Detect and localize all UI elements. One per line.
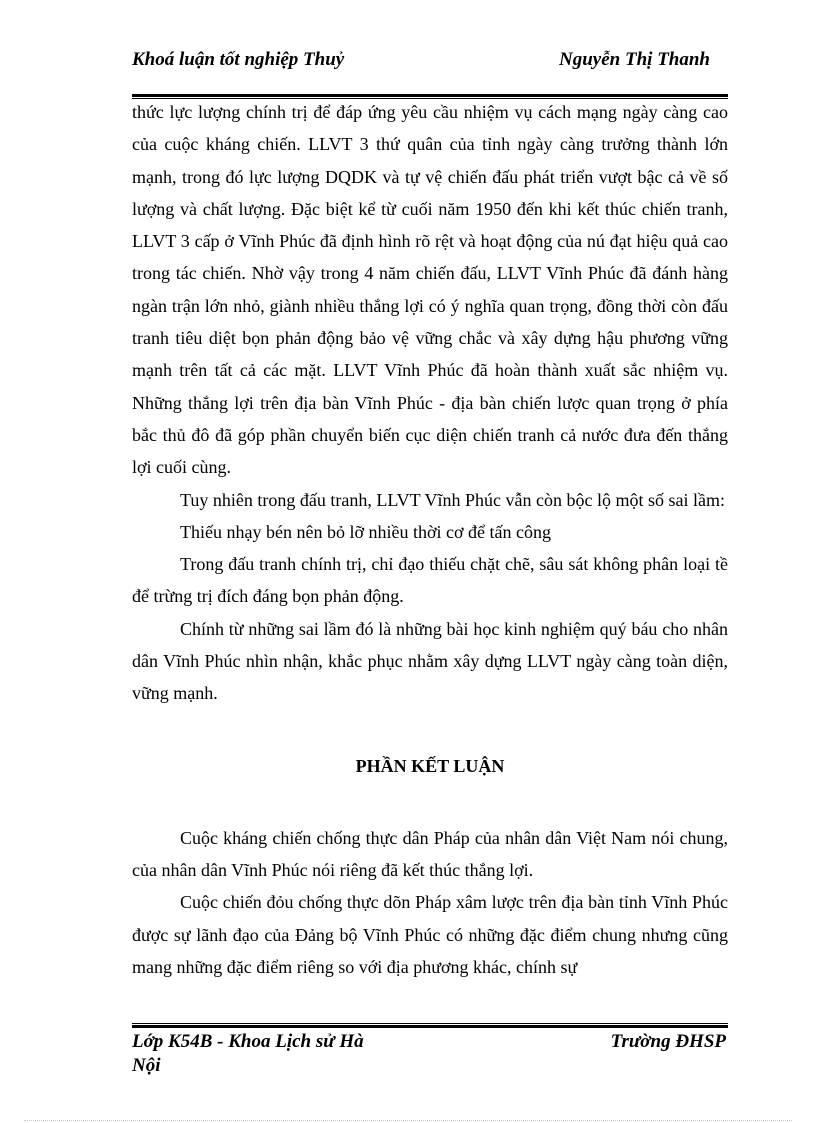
body-paragraph: Thiếu nhạy bén nên bỏ lỡ nhiều thời cơ để tấn công	[180, 521, 551, 542]
header-author-name: Nguyễn Thị Thanh	[559, 49, 710, 70]
page-header	[132, 48, 728, 96]
footer-divider	[132, 1023, 728, 1028]
section-heading: PHẦN KẾT LUẬN	[355, 755, 505, 776]
document-body	[132, 96, 728, 983]
header-thesis-label: Khoá luận tốt nghiệp Thuỷ	[132, 49, 345, 70]
body-paragraph: Chính từ những sai lầm đó là những bài học kinh nghiệm quý báu cho nhân dân Vĩnh Phúc nhìn nhận, khắc phục nhằm xây dựng LLVT ngày càng toàn diện, vững mạnh.	[132, 618, 728, 704]
page-footer	[132, 1030, 728, 1078]
footer-class-label: Lớp K54B - Khoa Lịch sử Hà Nội	[132, 1031, 364, 1076]
body-paragraph: Cuộc chiến đỏu chống thực dõn Pháp xâm lược trên địa bàn tỉnh Vĩnh Phúc được sự lãnh đạo của Đảng bộ Vĩnh Phúc có những đặc điểm chung nhưng cũng mang những đặc điểm riêng so với địa phương khác, chính sự	[132, 892, 728, 977]
body-paragraph: Cuộc kháng chiến chống thực dân Pháp của nhân dân Việt Nam nói chung, của nhân dân Vĩnh Phúc nói riêng đã kết thúc thắng lợi.	[132, 827, 728, 880]
body-paragraph: Tuy nhiên trong đấu tranh, LLVT Vĩnh Phúc vẫn còn bộc lộ một số sai lầm:	[180, 489, 725, 510]
body-paragraph: thức lực lượng chính trị để đáp ứng yêu cầu nhiệm vụ cách mạng ngày càng cao của cuộc kháng chiến. LLVT 3 thứ quân của tỉnh ngày càng trưởng thành lớn mạnh, trong đó lực lượng DQDK và tự vệ chiến đấu phát triển vượt bậc cả về số lượng và chất lượng. Đặc biệt kể từ cuối năm 1950 đến khi kết thúc chiến tranh, LLVT 3 cấp ở Vĩnh Phúc đã định hình rõ rệt và hoạt động của nú đạt hiệu quả cao trong tác chiến. Nhờ vậy trong 4 năm chiến đấu, LLVT Vĩnh Phúc đã đánh hàng ngàn trận lớn nhỏ, giành nhiều thắng lợi có ý nghĩa quan trọng, đồng thời còn đấu tranh tiêu diệt bọn phản động bảo vệ vững chắc và xây dựng hậu phương vững mạnh trên tất cả các mặt. LLVT Vĩnh Phúc đã hoàn thành xuất sắc nhiệm vụ. Những thắng lợi trên địa bàn Vĩnh Phúc - địa bàn chiến lược quan trọng ở phía bắc thủ đô đã góp phần chuyển biến cục diện chiến tranh cả nước đưa đến thắng lợi cuối cùng.	[132, 102, 728, 478]
footer-school-name: Trường ĐHSP	[610, 1031, 726, 1052]
body-paragraph: Trong đấu tranh chính trị, chỉ đạo thiếu chặt chẽ, sâu sát không phân loại tề để trừng trị đích đáng bọn phản động.	[132, 554, 728, 607]
page-bottom-edge	[24, 1120, 792, 1121]
